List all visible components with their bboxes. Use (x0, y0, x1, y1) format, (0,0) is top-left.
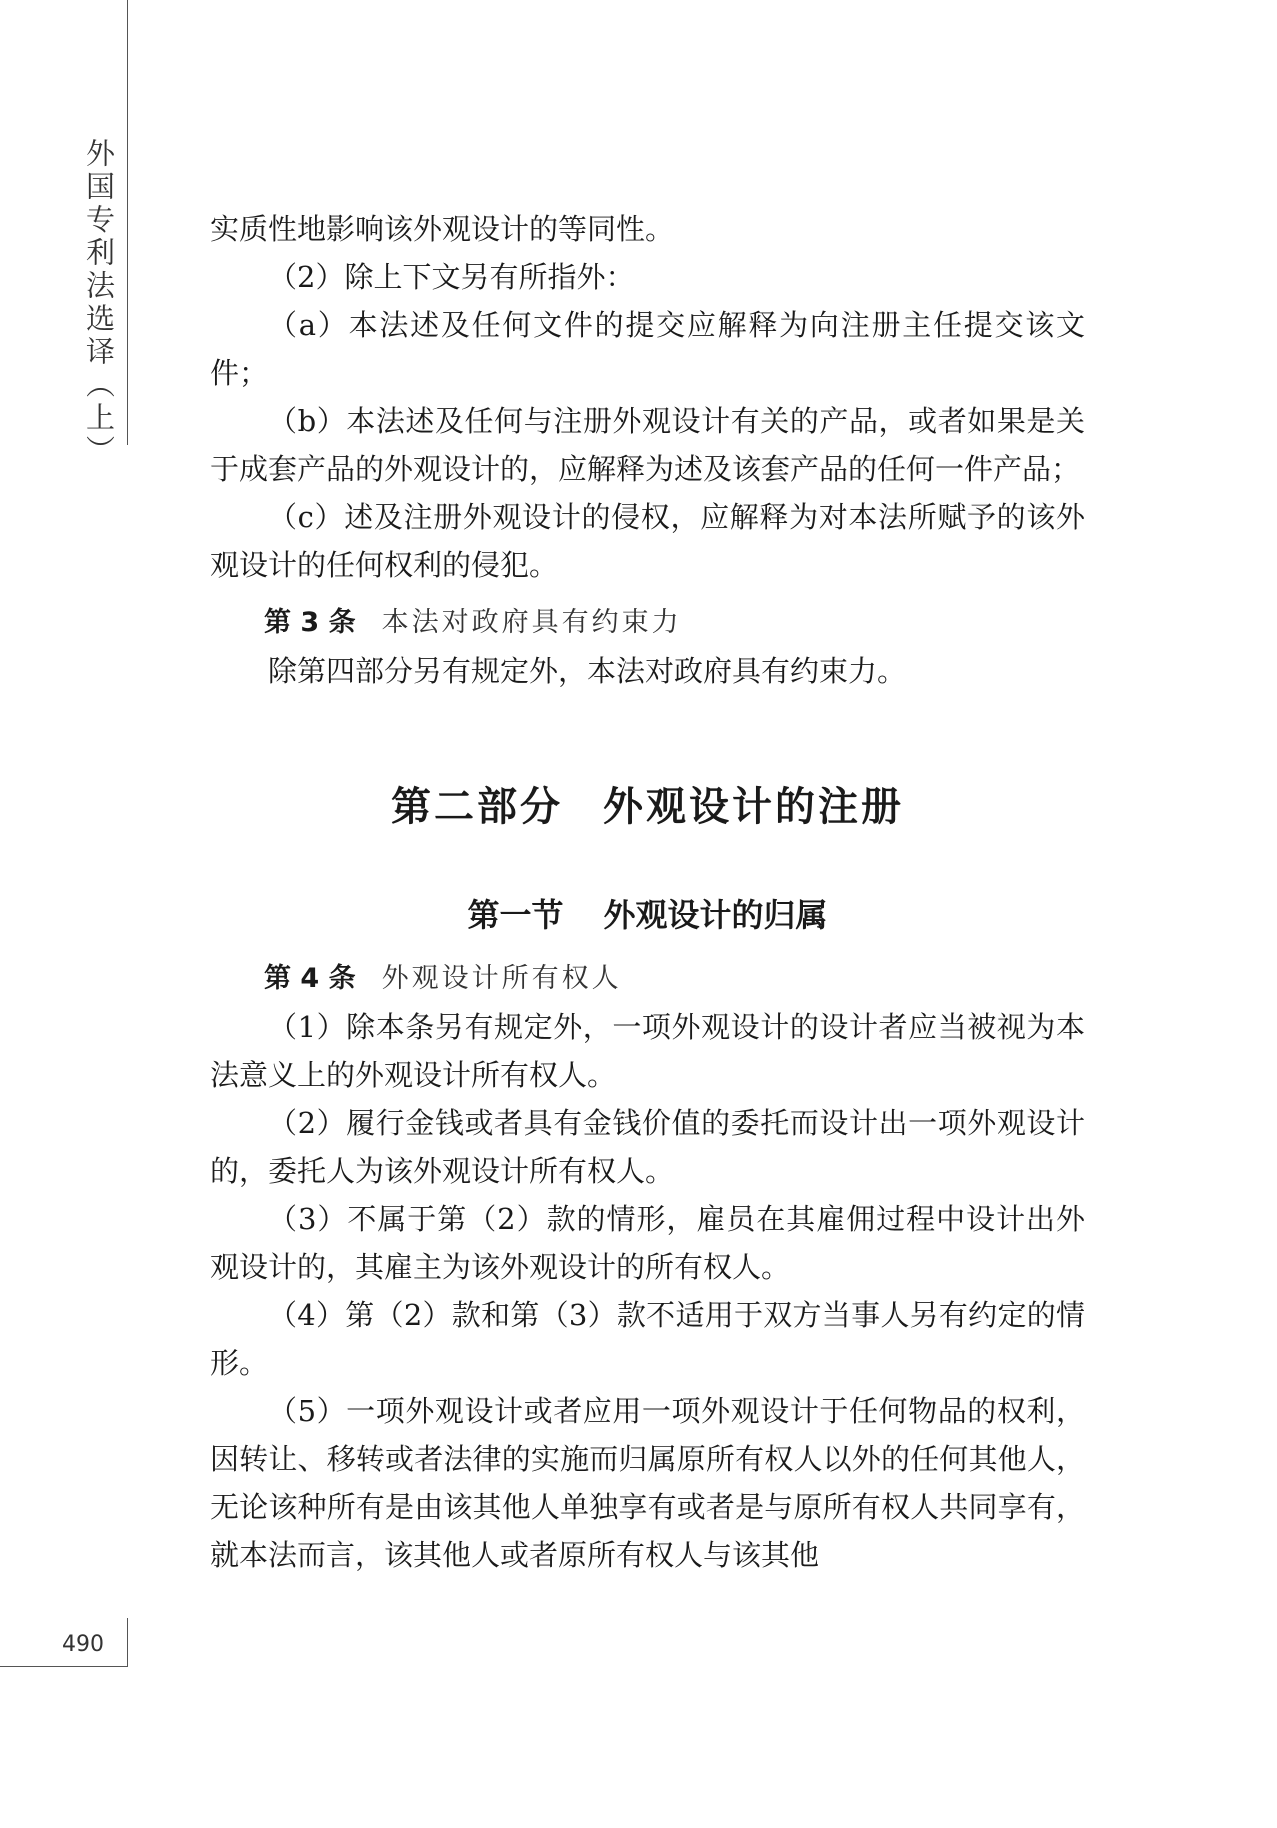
paragraph: （5）一项外观设计或者应用一项外观设计于任何物品的权利，因转让、移转或者法律的实施而归属原所有权人以外的任何其他人，无论该种所有是由该其他人单独享有或者是与原所有权人共同享有，就本法而言，该其他人或者原所有权人与该其他 (210, 1394, 1085, 1572)
paragraph: （1）除本条另有规定外，一项外观设计的设计者应当被视为本法意义上的外观设计所有权人。 (210, 1010, 1085, 1092)
margin-rule (127, 0, 128, 445)
article-heading-4 (210, 955, 1085, 1003)
article-title: 外观设计所有权人 (381, 963, 622, 994)
article-title: 本法对政府具有约束力 (381, 607, 682, 638)
paragraph: 实质性地影响该外观设计的等同性。 (210, 212, 675, 246)
paragraph: （2）除上下文另有所指外： (268, 260, 635, 294)
page-number: 490 (62, 1632, 104, 1657)
article-number: 第 3 条 (264, 607, 356, 638)
running-header: 外国专利法选译（上） (82, 138, 116, 468)
part-title-text: 外观设计的注册 (603, 784, 904, 830)
paragraph: 除第四部分另有规定外，本法对政府具有约束力。 (268, 654, 907, 688)
page-body (210, 205, 1085, 1579)
paragraph: （3）不属于第（2）款的情形，雇员在其雇佣过程中设计出外观设计的，其雇主为该外观设计的所有权人。 (210, 1202, 1085, 1284)
paragraph: （c）述及注册外观设计的侵权，应解释为对本法所赋予的该外观设计的任何权利的侵犯。 (210, 500, 1085, 582)
paragraph: （b）本法述及任何与注册外观设计有关的产品，或者如果是关于成套产品的外观设计的，应解释为述及该套产品的任何一件产品； (210, 404, 1085, 486)
paragraph: （4）第（2）款和第（3）款不适用于双方当事人另有约定的情形。 (210, 1298, 1085, 1380)
page-number-underline (0, 1666, 128, 1667)
article-heading-3 (210, 599, 1085, 647)
paragraph: （a）本法述及任何文件的提交应解释为向注册主任提交该文件； (210, 308, 1085, 390)
article-number: 第 4 条 (264, 963, 356, 994)
page-number-rule (127, 1618, 128, 1666)
paragraph: （2）履行金钱或者具有金钱价值的委托而设计出一项外观设计的，委托人为该外观设计所有权人。 (210, 1106, 1085, 1188)
part-title-number: 第二部分 (391, 784, 563, 830)
part-title (210, 777, 1085, 837)
section-title-number: 第一节 (467, 896, 564, 934)
section-title (210, 889, 1085, 941)
section-title-text: 外观设计的归属 (603, 896, 828, 934)
